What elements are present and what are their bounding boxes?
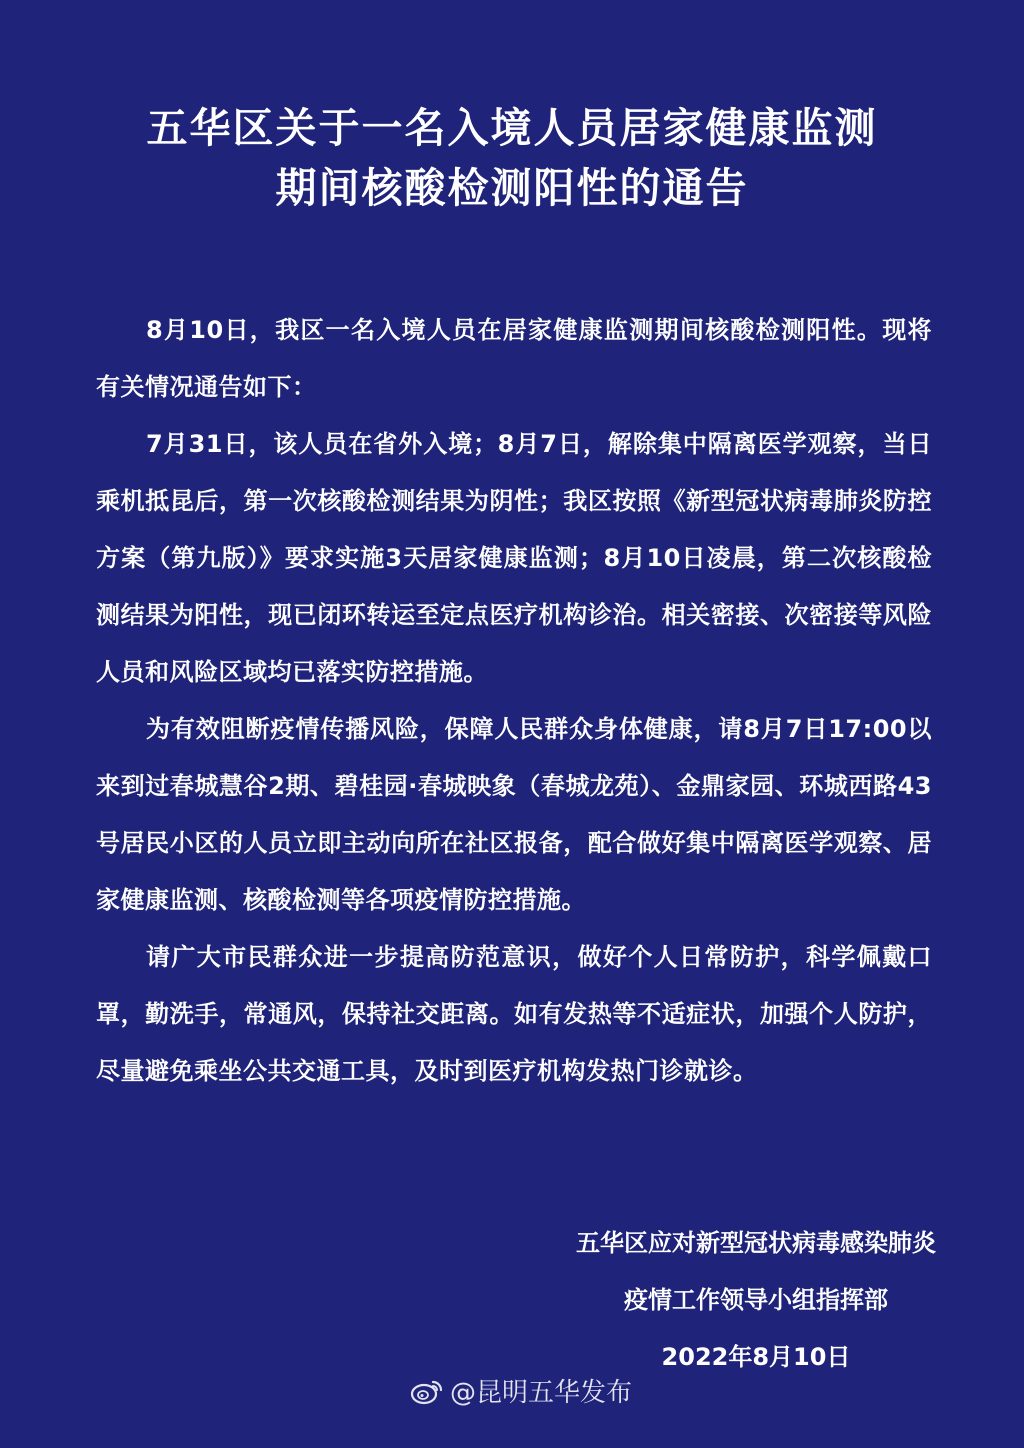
paragraph-2: 7月31日，该人员在省外入境；8月7日，解除集中隔离医学观察，当日乘机抵昆后，第一次核酸检测结果为阴性；我区按照《新型冠状病毒肺炎防控方案（第九版）》要求实施3天居家健康监测；8月10日凌晨，第二次核酸检测结果为阳性，现已闭环转运至定点医疗机构诊治。相关密接、次密接等风险人员和风险区域均已落实防控措施。 bbox=[96, 430, 932, 686]
paragraph-3: 为有效阻断疫情传播风险，保障人民群众身体健康，请8月7日17:00以来到过春城慧谷2期、碧桂园·春城映象（春城龙苑）、金鼎家园、环城西路43号居民小区的人员立即主动向所在社区报备，配合做好集中隔离医学观察、居家健康监测、核酸检测等各项疫情防控措施。 bbox=[96, 715, 932, 914]
watermark-text: @昆明五华发布 bbox=[450, 1378, 633, 1408]
paragraph-4: 请广大市民群众进一步提高防范意识，做好个人日常防护，科学佩戴口罩，勤洗手，常通风，保持社交距离。如有发热等不适症状，加强个人防护，尽量避免乘坐公共交通工具，及时到医疗机构发热门诊就诊。 bbox=[96, 943, 932, 1085]
signature-org-line-2: 疫情工作领导小组指挥部 bbox=[624, 1286, 888, 1314]
title-line-1: 五华区关于一名入境人员居家健康监测 bbox=[146, 104, 878, 152]
notice-title bbox=[60, 98, 964, 218]
weibo-watermark bbox=[410, 1372, 632, 1409]
signature-date: 2022年8月10日 bbox=[661, 1343, 851, 1371]
signature-org-line-1: 五华区应对新型冠状病毒感染肺炎 bbox=[576, 1229, 936, 1257]
title-line-2: 期间核酸检测阳性的通告 bbox=[275, 164, 749, 212]
signature-block bbox=[576, 1215, 936, 1386]
notice-body bbox=[96, 302, 932, 1100]
weibo-icon bbox=[410, 1376, 444, 1406]
paragraph-1: 8月10日，我区一名入境人员在居家健康监测期间核酸检测阳性。现将有关情况通告如下： bbox=[96, 316, 932, 401]
